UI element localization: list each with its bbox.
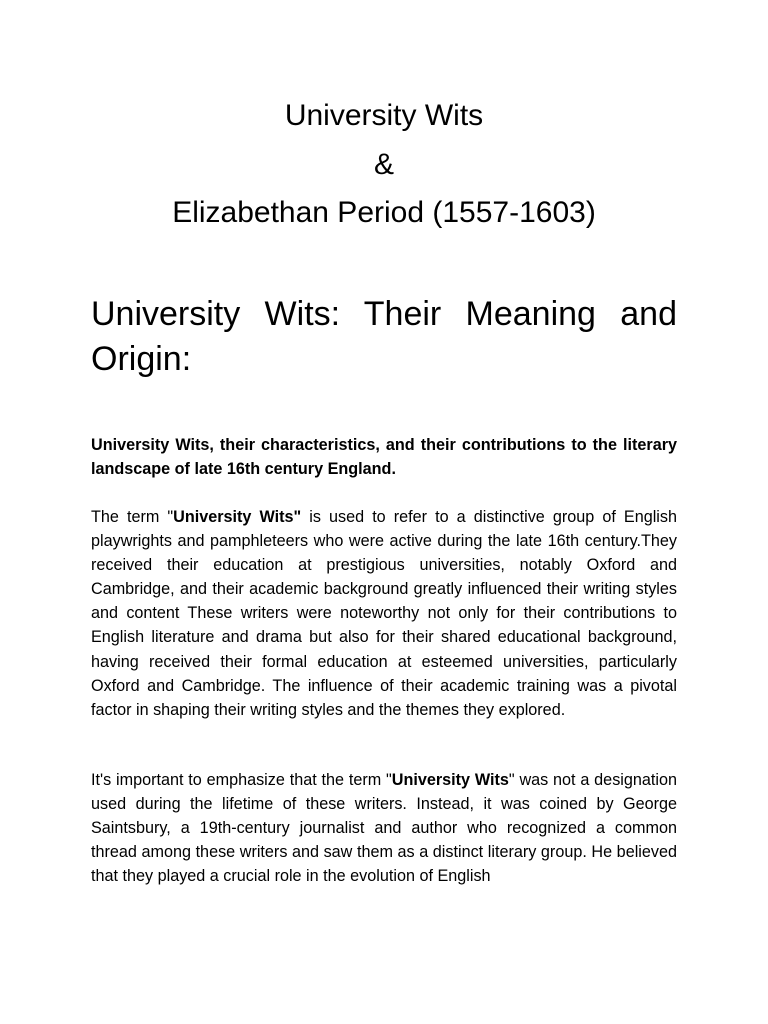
title-line-3: Elizabethan Period (1557-1603) xyxy=(172,196,596,229)
title-line-2: & xyxy=(373,147,394,181)
paragraph-2-text-start: It's important to emphasize that the term " xyxy=(91,771,392,789)
document-title xyxy=(0,92,768,238)
paragraph-1-text-start: The term " xyxy=(91,508,174,526)
title-line-1: University Wits xyxy=(284,99,484,132)
paragraph-2-text-rest: " was not a designation used during the lifetime of these writers. Instead, it was coined by George Saintsbury, a 19th-century journalist and author who recognized a common thread among these writers and saw them as a distinct literary group. He believed that they played a crucial role in the evolution of English xyxy=(91,771,677,886)
body-paragraph-1 xyxy=(91,505,677,722)
summary-paragraph: University Wits, their characteristics, and their contributions to the literary landscape of late 16th century England. xyxy=(91,436,677,478)
paragraph-1-bold-term: University Wits" xyxy=(173,508,302,526)
paragraph-2-bold-term: University Wits xyxy=(391,771,509,789)
paragraph-1-text-rest: is used to refer to a distinctive group of English playwrights and pamphleteers who were active during the late 16th century.They received their education at prestigious universities, notably Oxford and Cambridge, and their academic background greatly influenced their writing styles and content These writers were noteworthy not only for their contributions to English literature and drama but also for their shared educational background, having received their formal education at esteemed universities, particularly Oxford and Cambridge. The influence of their academic training was a pivotal factor in shaping their writing styles and the themes they explored. xyxy=(91,508,677,719)
body-paragraph-2 xyxy=(91,768,677,888)
section-heading: University Wits: Their Meaning and Origin: xyxy=(91,295,677,378)
